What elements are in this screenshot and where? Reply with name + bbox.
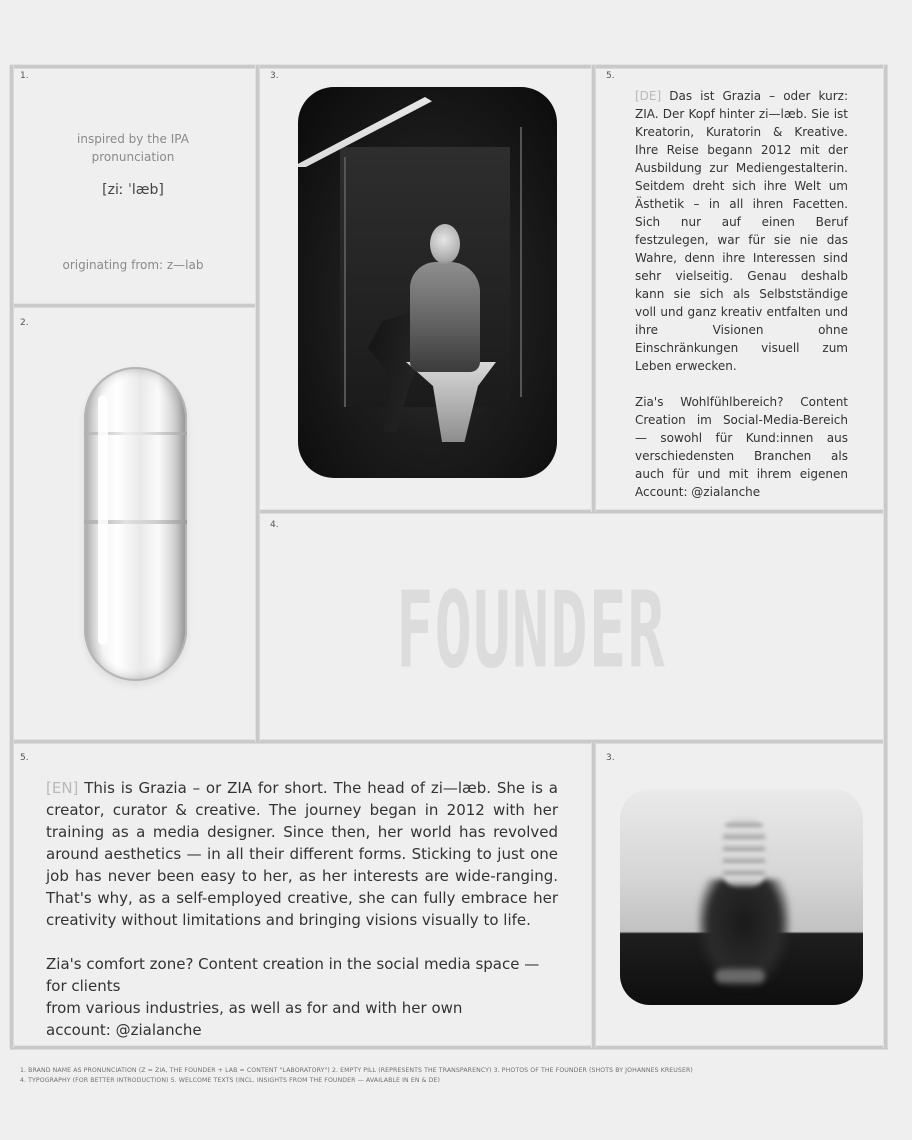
grid-line-right — [884, 65, 887, 1048]
grid-line-col3 — [592, 742, 595, 1048]
footer-notes — [20, 1066, 890, 1086]
figure-head — [430, 224, 460, 264]
de-paragraph-2: Zia's Wohlfühlbereich? Content Creation im Social-Media-Bereich — sowohl für Kund:innen aus verschiedensten Branchen als auch für und mit ihrem eigenen Account: @zialanche — [635, 395, 848, 499]
origin-text: originating from: z—lab — [62, 258, 204, 272]
en-paragraph-2: Zia's comfort zone? Content creation in the social media space — for clients from various industries, as well as for and with her own account: @zialanche — [46, 955, 540, 1039]
light-stand-right — [520, 127, 522, 397]
ipa-pronunciation: [ziː ˈlæb] — [102, 182, 164, 198]
grid-line-top — [10, 65, 888, 68]
cell-number-3: 3. — [270, 71, 279, 81]
en-paragraph-1: [EN] This is Grazia – or ZIA for short. The head of zi—læb. She is a creator, curator & creative. The journey began in 2012 with her training as a media designer. Since then, her world has revolved around aesthetics — in all their different forms. Sticking to just one job has never been easy to her, as her interests are wide-ranging. That's why, as a self-employed creative, she can fully embrace her creativity without limitations and bringing visions visually to life. — [46, 779, 558, 929]
cell-number-5-en: 5. — [20, 753, 29, 763]
cell-number-5: 5. — [606, 71, 615, 81]
blurred-hands — [715, 969, 765, 983]
founder-blurred-photo — [620, 789, 863, 1005]
de-tag: [DE] — [635, 89, 662, 103]
welcome-text-en — [46, 777, 558, 1063]
blurred-head — [723, 819, 765, 887]
grid-line-cell1-bottom — [10, 304, 258, 307]
grid-line-col1 — [256, 65, 259, 742]
inspired-line-2: pronunciation — [91, 150, 175, 164]
welcome-text-de — [635, 87, 848, 519]
cell-number-3-blur: 3. — [606, 753, 615, 763]
grid-line-left — [10, 65, 13, 1048]
grid-line-col2 — [592, 65, 595, 512]
inspired-line-1: inspired by the IPA — [77, 132, 189, 146]
footer-line-2: 4. TYPOGRAPHY (FOR BETTER INTRODUCTION) 5. WELCOME TEXTS (INCL. INSIGHTS FROM THE FOUNDER — AVAILABLE IN EN & DE) — [20, 1077, 441, 1084]
figure-body — [410, 262, 480, 372]
de-paragraph-1: [DE] Das ist Grazia – oder kurz: ZIA. Der Kopf hinter zi—læb. Sie ist Kreatorin, Kuratorin & Kreative. Ihre Reise begann 2012 mit der Ausbildung zur Mediengestalterin. Seitdem dreht sich ihre Welt um Ästhetik – in all ihren Facetten. Sich nur auf einen Beruf festzulegen, war für sie nie das Wahre, denn ihre Interessen sind sehr vielseitig. Genau deshalb kann sie sich als Selbstständige voll und ganz kreativ entfalten und ihre Visionen ohne Einschränkungen visuell zum Leben erwecken. — [635, 89, 848, 373]
cell-number-2: 2. — [20, 318, 29, 328]
grid-line-middle — [10, 740, 888, 743]
footer-line-1: 1. BRAND NAME AS PRONUNCIATION (Z = ZIA, THE FOUNDER + LAB = CONTENT "LABORATORY") 2. EMPTY PILL (REPRESENTS THE TRANSPARENCY) 3. PHOTOS OF THE FOUNDER (SHOTS BY JOHANNES KREUSER) — [20, 1067, 693, 1074]
en-tag: [EN] — [46, 779, 79, 797]
cell-number-1: 1. — [20, 71, 29, 81]
inspired-text — [14, 130, 252, 166]
pill-highlight — [98, 395, 108, 645]
founder-studio-photo — [298, 87, 557, 478]
founder-typography: FOUNDER — [396, 569, 666, 692]
cell-number-4: 4. — [270, 520, 279, 530]
light-stand — [344, 157, 346, 407]
